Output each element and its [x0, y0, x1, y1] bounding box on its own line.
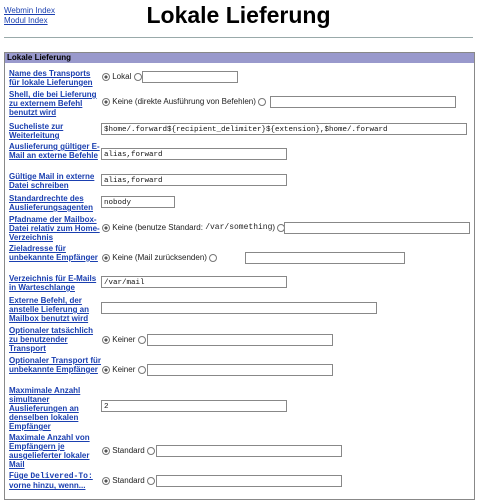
- radio-custom[interactable]: [138, 366, 146, 374]
- radio-default-label: Standard: [112, 446, 145, 455]
- field-label-code: Delivered-To:: [30, 472, 93, 481]
- radio-default-code: /var/something: [205, 223, 273, 232]
- option-group: [102, 476, 155, 486]
- option-group: [102, 72, 142, 82]
- field-label[interactable]: Verzeichnis für E-Mails in Warteschlange: [9, 274, 97, 292]
- transport-name-input[interactable]: [142, 71, 238, 83]
- page-title: Lokale Lieferung: [146, 2, 331, 28]
- option-group: [102, 365, 146, 375]
- option-group: [102, 446, 155, 456]
- concurrency-limit-input[interactable]: 2: [101, 400, 287, 412]
- radio-default[interactable]: [102, 336, 110, 344]
- radio-default-label: Keine (Mail zurücksenden): [112, 253, 207, 262]
- field-label[interactable]: Name des Transports für lokale Lieferungen: [9, 69, 93, 87]
- radio-default-label: Keine (benutze Standard:: [112, 223, 206, 232]
- mailbox-command-input[interactable]: [101, 302, 377, 314]
- module-index-link[interactable]: Modul Index: [4, 16, 48, 25]
- allow-commands-input[interactable]: alias,forward: [101, 148, 287, 160]
- field-label[interactable]: [9, 471, 101, 490]
- shell-input[interactable]: [270, 96, 456, 108]
- radio-default[interactable]: [102, 73, 110, 81]
- panel-title: Lokale Lieferung: [5, 53, 474, 63]
- unknown-recipient-input[interactable]: [245, 252, 405, 264]
- radio-custom[interactable]: [138, 336, 146, 344]
- webmin-index-link[interactable]: Webmin Index: [4, 6, 55, 15]
- field-label[interactable]: Shell, die bei Lieferung zu externem Befehl benutzt wird: [9, 90, 97, 117]
- option-group: [102, 97, 266, 107]
- allow-files-input[interactable]: alias,forward: [101, 174, 287, 186]
- radio-default-label: Keiner: [112, 335, 136, 344]
- radio-default-label-end: ): [272, 223, 276, 232]
- mail-spool-input[interactable]: /var/mail: [101, 276, 287, 288]
- option-group: [102, 253, 217, 263]
- prepend-delivered-to-input[interactable]: [156, 475, 342, 487]
- radio-default[interactable]: [102, 224, 110, 232]
- radio-custom[interactable]: [147, 477, 155, 485]
- fallback-transport-input[interactable]: [147, 364, 333, 376]
- field-label[interactable]: Optionaler tatsächlich zu benutzender Transport: [9, 326, 94, 353]
- radio-custom[interactable]: [147, 447, 155, 455]
- recipient-limit-input[interactable]: [156, 445, 342, 457]
- radio-custom[interactable]: [209, 254, 217, 262]
- field-label[interactable]: Standardrechte des Auslieferungsagenten: [9, 194, 94, 212]
- radio-default-label: Lokal: [112, 72, 132, 81]
- field-label[interactable]: Externe Befehl, der anstelle Lieferung an Mailbox benutzt wird: [9, 296, 90, 323]
- radio-default[interactable]: [102, 254, 110, 262]
- field-label-pre: Füge: [9, 471, 31, 480]
- radio-default-label: Standard: [112, 476, 145, 485]
- settings-panel: [4, 52, 475, 500]
- option-group: [102, 223, 285, 233]
- default-privs-input[interactable]: nobody: [101, 196, 175, 208]
- field-label[interactable]: Optionaler Transport für unbekannte Empfänger: [9, 356, 102, 374]
- radio-custom[interactable]: [258, 98, 266, 106]
- radio-default[interactable]: [102, 447, 110, 455]
- forward-path-input[interactable]: $home/.forward${recipient_delimiter}${extension},$home/.forward: [101, 123, 467, 135]
- mailbox-transport-input[interactable]: [147, 334, 333, 346]
- field-label[interactable]: Pfadname der Mailbox-Datei relativ zum Home-Verzeichnis: [9, 215, 100, 242]
- field-label[interactable]: Auslieferung gültiger E-Mail an externe Befehle: [9, 142, 100, 160]
- radio-default-label: Keine (direkte Ausführung von Befehlen): [112, 97, 256, 106]
- radio-custom[interactable]: [134, 73, 142, 81]
- field-label[interactable]: Maximale Anzahl von Empfängern je ausgelieferter lokaler Mail: [9, 433, 90, 469]
- radio-default-label: Keiner: [112, 365, 136, 374]
- radio-default[interactable]: [102, 477, 110, 485]
- field-label-post: vorne hinzu, wenn...: [9, 481, 86, 490]
- field-label[interactable]: Gültige Mail in externe Datei schreiben: [9, 172, 95, 190]
- divider: [4, 37, 473, 38]
- field-label[interactable]: Zieladresse für unbekannte Empfänger: [9, 244, 98, 262]
- option-group: [102, 335, 146, 345]
- field-label[interactable]: Maxmimale Anzahl simultaner Auslieferungen an denselben lokalen Empfänger: [9, 386, 81, 431]
- mailbox-path-input[interactable]: [284, 222, 470, 234]
- radio-default[interactable]: [102, 98, 110, 106]
- radio-default[interactable]: [102, 366, 110, 374]
- field-label[interactable]: Sucheliste zur Weiterleitung: [9, 122, 64, 140]
